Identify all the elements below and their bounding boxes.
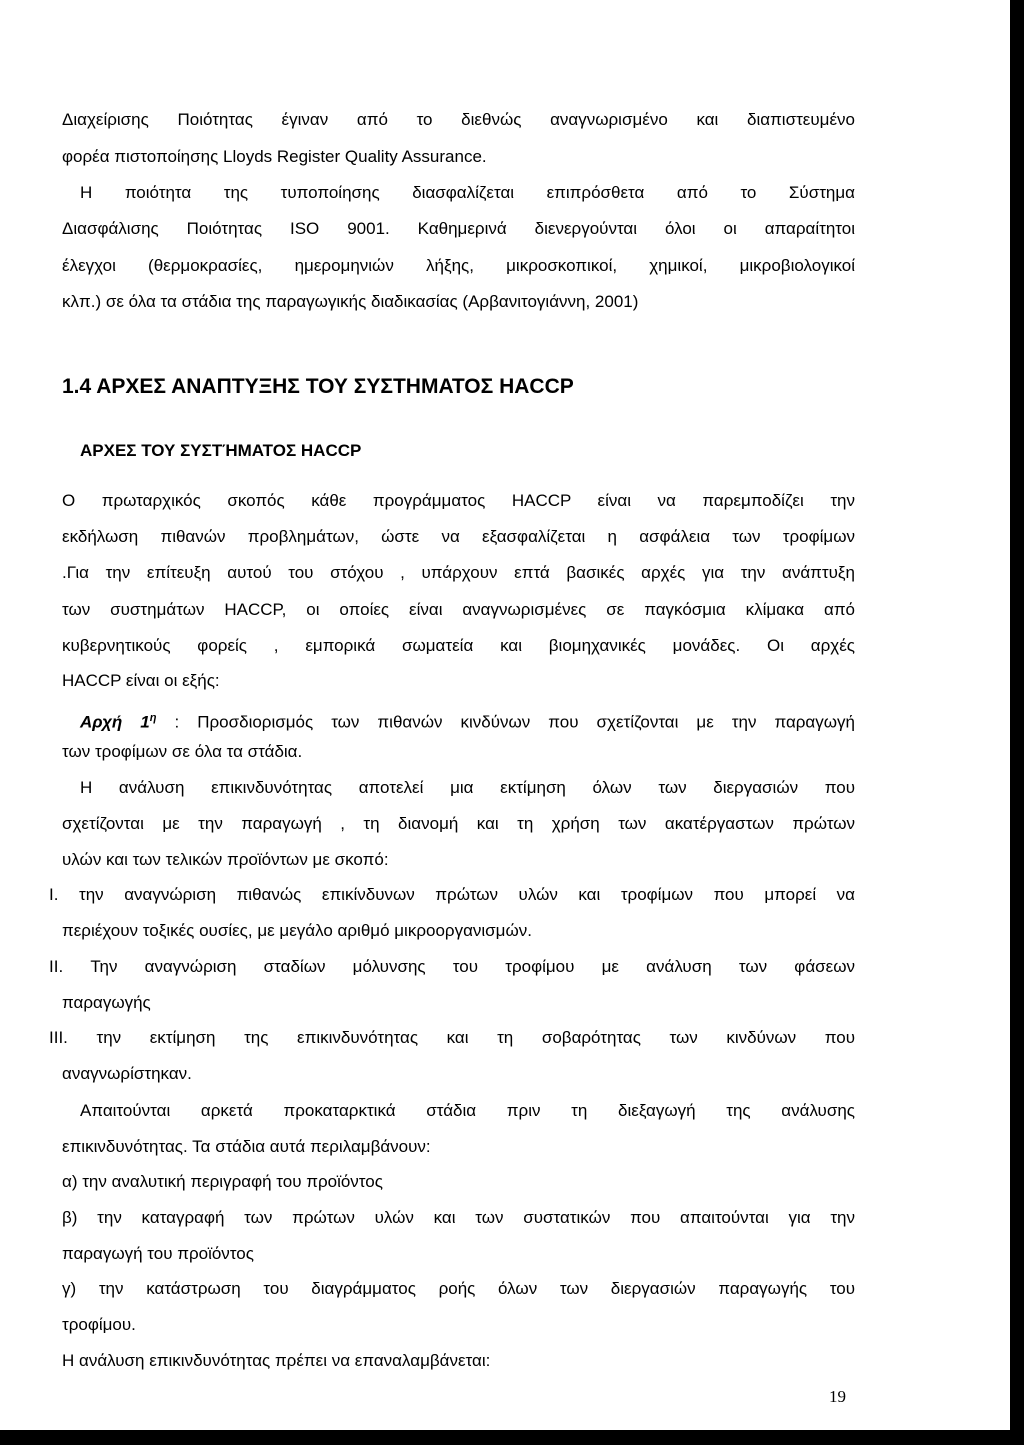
- text-line: κυβερνητικούς φορείς , εμπορικά σωματεία και βιομηχανικές μονάδες. Οι αρχές: [62, 636, 855, 655]
- list-item: β) την καταγραφή των πρώτων υλών και των συστατικών που απαιτούνται για την: [62, 1208, 855, 1227]
- text-line: έλεγχοι (θερμοκρασίες, ημερομηνιών λήξης, μικροσκοπικοί, χημικοί, μικροβιολογικοί: [62, 256, 855, 275]
- text-line: υλών και των τελικών προϊόντων με σκοπό:: [62, 850, 389, 869]
- principle-text: : Προσδιορισμός των πιθανών κινδύνων που σχετίζονται με την παραγωγή: [174, 712, 855, 732]
- text-line: σχετίζονται με την παραγωγή , τη διανομή και τη χρήση των ακατέργαστων πρώτων: [62, 814, 855, 833]
- text-line: .Για την επίτευξη αυτού του στόχου , υπάρχουν επτά βασικές αρχές για την ανάπτυξη: [62, 563, 855, 582]
- text-line: Η ποιότητα της τυποποίησης διασφαλίζεται επιπρόσθετα από το Σύστημα: [80, 183, 855, 202]
- subsection-heading: ΑΡΧΕΣ ΤΟΥ ΣΥΣΤΉΜΑΤΟΣ HACCP: [80, 441, 362, 460]
- text-line: παραγωγής: [62, 993, 151, 1012]
- list-item: γ) την κατάστρωση του διαγράμματος ροής όλων των διεργασιών παραγωγής του: [62, 1279, 855, 1298]
- text-line: Διασφάλισης Ποιότητας ISO 9001. Καθημερινά διενεργούνται όλοι οι απαραίτητοι: [62, 219, 855, 238]
- text-line: Η ανάλυση επικινδυνότητας αποτελεί μια εκτίμηση όλων των διεργασιών που: [80, 778, 855, 797]
- principle-line: [80, 708, 855, 733]
- text-line: HACCP είναι οι εξής:: [62, 671, 220, 690]
- text-line: Απαιτούνται αρκετά προκαταρκτικά στάδια πριν τη διεξαγωγή της ανάλυσης: [80, 1101, 855, 1120]
- text-line: εκδήλωση πιθανών προβλημάτων, ώστε να εξασφαλίζεται η ασφάλεια των τροφίμων: [62, 527, 855, 546]
- text-line: κλπ.) σε όλα τα στάδια της παραγωγικής διαδικασίας (Αρβανιτογιάννη, 2001): [62, 292, 639, 311]
- text-line: των συστημάτων HACCP, οι οποίες είναι αναγνωρισμένες σε παγκόσμια κλίμακα από: [62, 600, 855, 619]
- page-number: 19: [829, 1387, 846, 1406]
- principle-label: Αρχή 1: [80, 712, 150, 732]
- list-item: I. την αναγνώριση πιθανώς επικίνδυνων πρώτων υλών και τροφίμων που μπορεί να: [49, 885, 855, 904]
- text-line: Η ανάλυση επικινδυνότητας πρέπει να επαναλαμβάνεται:: [62, 1351, 491, 1370]
- text-line: φορέα πιστοποίησης Lloyds Register Quality Assurance.: [62, 147, 487, 166]
- text-line: αναγνωρίστηκαν.: [62, 1064, 192, 1083]
- text-line: τροφίμου.: [62, 1315, 136, 1334]
- list-item: III. την εκτίμηση της επικινδυνότητας και τη σοβαρότητας των κινδύνων που: [49, 1028, 855, 1047]
- text-line: παραγωγή του προϊόντος: [62, 1244, 254, 1263]
- principle-superscript: η: [149, 712, 157, 724]
- text-line: Ο πρωταρχικός σκοπός κάθε προγράμματος HACCP είναι να παρεμποδίζει την: [62, 491, 855, 510]
- text-line: Διαχείρισης Ποιότητας έγιναν από το διεθνώς αναγνωρισμένο και διαπιστευμένο: [62, 110, 855, 129]
- list-item: II. Την αναγνώριση σταδίων μόλυνσης του τροφίμου με ανάλυση των φάσεων: [49, 957, 855, 976]
- section-heading: 1.4 ΑΡΧΕΣ ΑΝΑΠΤΥΞΗΣ ΤΟΥ ΣΥΣΤΗΜΑΤΟΣ HACCP: [62, 375, 574, 398]
- text-line: επικινδυνότητας. Τα στάδια αυτά περιλαμβάνουν:: [62, 1137, 431, 1156]
- list-item: α) την αναλυτική περιγραφή του προϊόντος: [62, 1172, 383, 1191]
- text-line: περιέχουν τοξικές ουσίες, με μεγάλο αριθμό μικροοργανισμών.: [62, 921, 532, 940]
- text-line: των τροφίμων σε όλα τα στάδια.: [62, 742, 303, 761]
